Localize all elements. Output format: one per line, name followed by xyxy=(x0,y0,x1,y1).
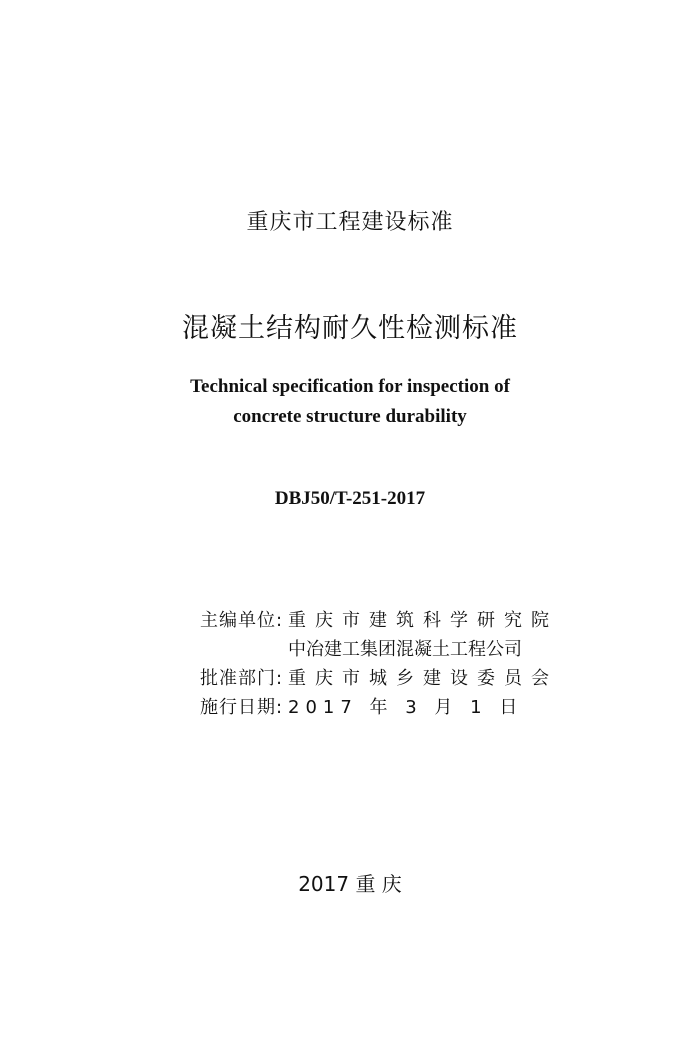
chief-units-row-2 xyxy=(200,635,558,664)
chief-unit-2: 中冶建工集团混凝土工程公司 xyxy=(288,639,522,660)
publication-info xyxy=(200,606,558,722)
title-english-line-2: concrete structure durability xyxy=(233,406,467,427)
effective-date: 2017 年 3 月 1 日 xyxy=(288,697,524,718)
effective-date-label: 施行日期: xyxy=(200,697,284,718)
chief-units-label: 主编单位: xyxy=(200,610,284,631)
approval-department: 重庆市城乡建设委员会 xyxy=(288,668,558,689)
document-title-english xyxy=(0,372,700,432)
effective-date-row xyxy=(200,693,558,722)
chief-unit-1: 重庆市建筑科学研究院 xyxy=(288,610,558,631)
title-english-line-1: Technical specification for inspection of xyxy=(190,376,510,397)
approval-row xyxy=(200,664,558,693)
publication-place-year: 2017 重 庆 xyxy=(298,872,402,896)
document-title-chinese: 混凝土结构耐久性检测标准 xyxy=(182,313,518,344)
standard-code: DBJ50/T-251-2017 xyxy=(274,488,426,509)
approval-label: 批准部门: xyxy=(200,668,284,689)
chief-units-row xyxy=(200,606,558,635)
series-title: 重庆市工程建设标准 xyxy=(246,210,454,235)
